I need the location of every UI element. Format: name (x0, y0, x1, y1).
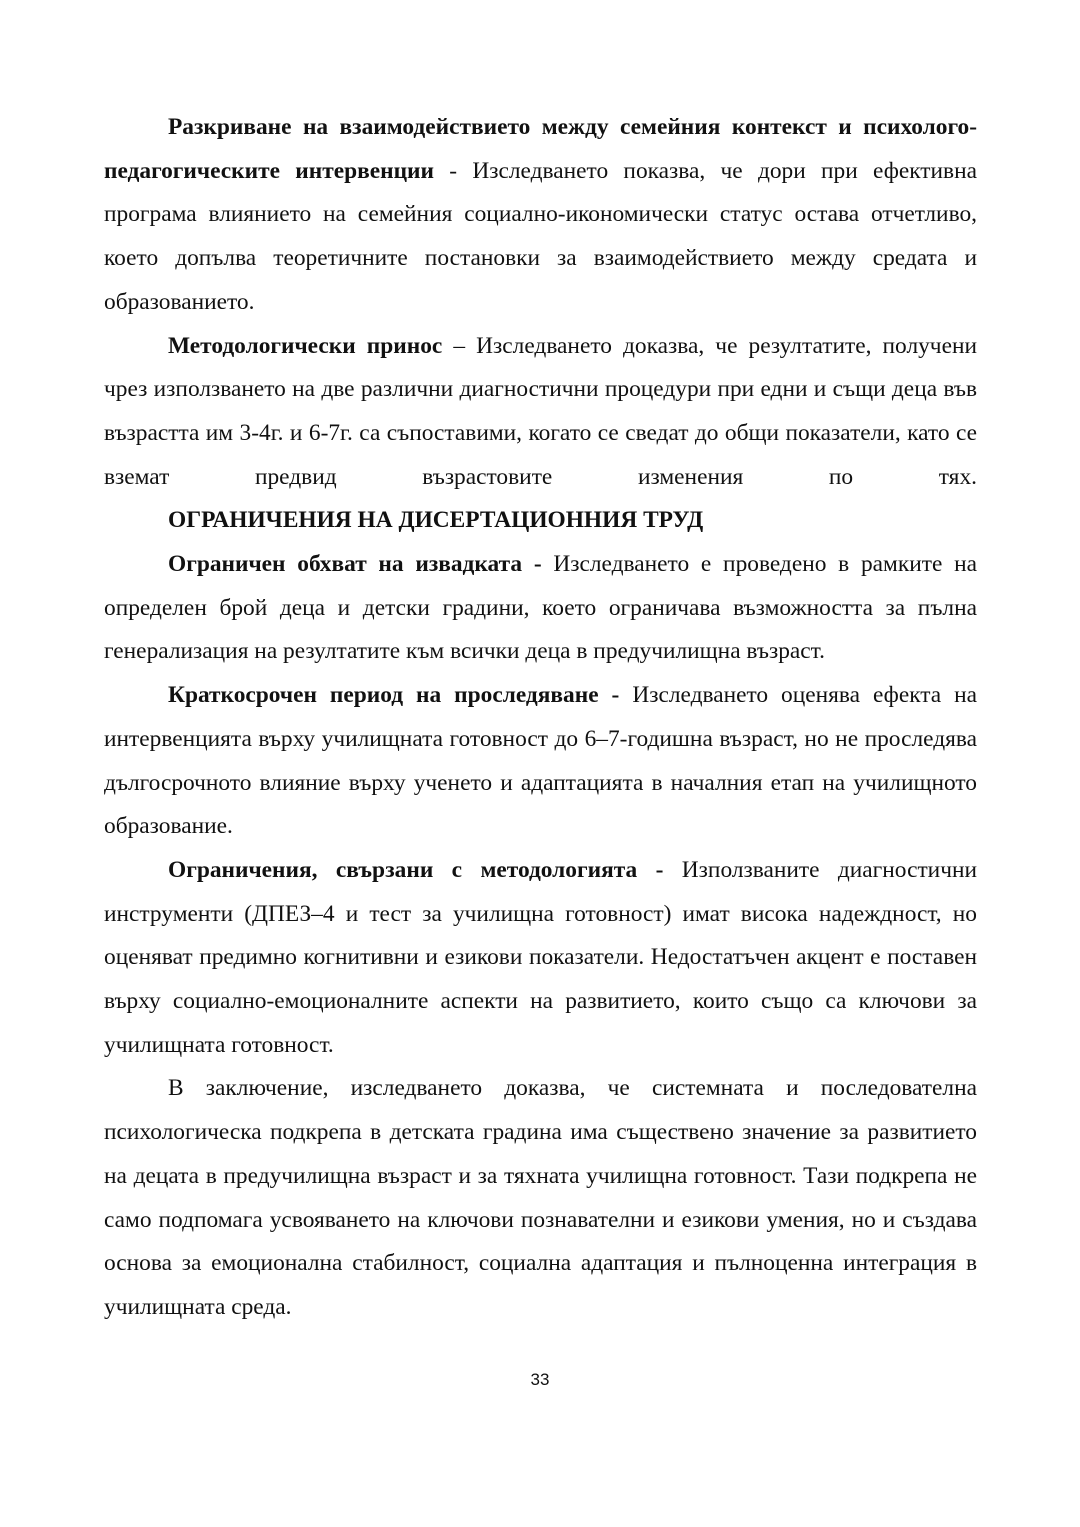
paragraph-lead: Ограничения, свързани с методологията - (168, 856, 664, 883)
paragraph-lead: Краткосрочен период на проследяване - (168, 682, 620, 709)
paragraph-methodology-limits (104, 849, 977, 1068)
section-heading: ОГРАНИЧЕНИЯ НА ДИСЕРТАЦИОННИЯ ТРУД (168, 507, 704, 534)
paragraph-interaction-family-context (104, 106, 977, 325)
paragraph-body: Изследването е проведено в рамките на определен брой деца и детски градини, което ограничава възможността за пълна генерализация на резултатите към всички деца в предучилищна възраст. (104, 551, 977, 665)
paragraph-body: Изследването оценява ефекта на интервенцията върху училищната готовност до 6–7-годишна възраст, но не проследява дългосрочното влияние върху ученето и адаптацията в началния етап на училищното образование. (104, 682, 977, 840)
paragraph-methodological-contribution (104, 325, 977, 500)
paragraph-lead: Разкриване на взаимодействието между семейния контекст и психолого-педагогическите интервенции (104, 114, 977, 184)
paragraph-limited-sample (104, 543, 977, 674)
paragraph-body: Използваните диагностични инструменти (ДПЕЗ–4 и тест за училищна готовност) имат висока надеждност, но оценяват предимно когнитивни и езикови показатели. Недостатъчен акцент е поставен върху социално-емоционалните аспекти на развитието, които също са ключови за училищната готовност. (104, 856, 977, 1058)
paragraph-conclusion (104, 1067, 977, 1329)
paragraph-body: – Изследването доказва, че резултатите, получени чрез използването на две различни диагностични процедури при едни и същи деца във възрастта им 3-4г. и 6-7г. са съпоставими, когато се сведат до общи показатели, като се вземат предвид възрастовите изменения по тях. (104, 332, 977, 490)
paragraph-body: В заключение, изследването доказва, че системната и последователна психологическа подкрепа в детската градина има съществено значение за развитието на децата в предучилищна възраст и за тяхната училищна готовност. Тази подкрепа не само подпомага усвояването на ключови познавателни и езикови умения, но и създава основа за емоционална стабилност, социална адаптация и пълноценна интеграция в училищната среда. (104, 1075, 977, 1320)
paragraph-lead: Методологически принос (168, 332, 443, 359)
paragraph-short-followup (104, 674, 977, 849)
page-body (104, 106, 977, 1330)
paragraph-body: - Изследването показва, че дори при ефективна програма влиянието на семейния социално-икономически статус остава отчетливо, което допълва теоретичните постановки за взаимодействието между средата и образованието. (104, 157, 977, 315)
page-number: 33 (530, 1370, 550, 1389)
paragraph-lead: Ограничен обхват на извадката - (168, 551, 542, 578)
